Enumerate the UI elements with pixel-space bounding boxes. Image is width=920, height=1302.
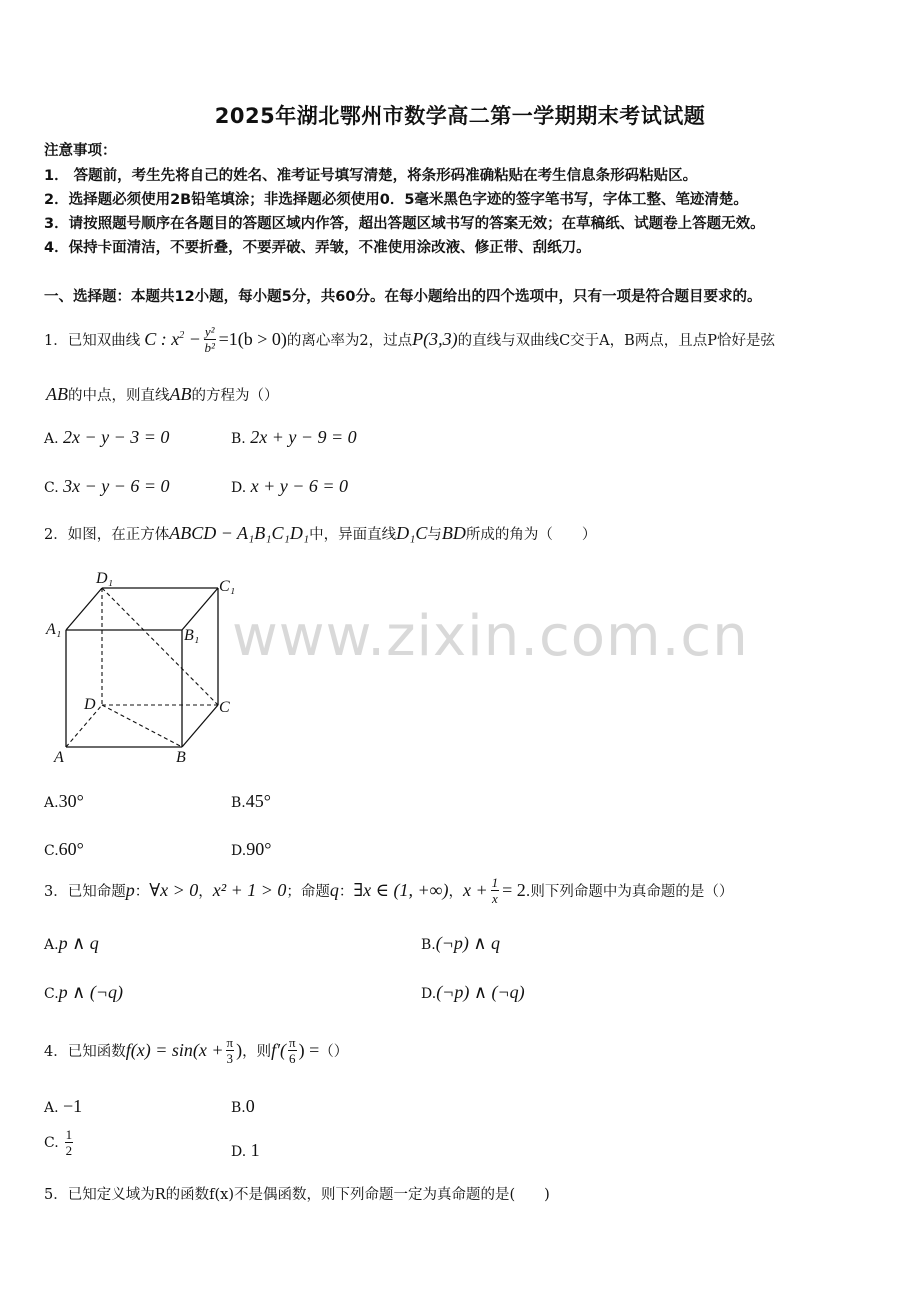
q3-colon: ： [134, 884, 150, 900]
q3-end: .则下列命题中为真命题的是（） [525, 884, 734, 900]
q1-option-b[interactable]: B. 2x + y − 9 = 0 [231, 427, 357, 447]
q4-option-a[interactable]: A. −1 [44, 1096, 83, 1116]
q3-comma: ， [198, 884, 213, 900]
q1-option-d[interactable]: D. x + y − 6 = 0 [231, 476, 349, 496]
q3-option-c[interactable]: C.p ∧ (¬q) [44, 982, 123, 1002]
notice-item: 3．请按照题号顺序在各题目的答题区域内作答，超出答题区域书写的答案无效；在草稿纸、试题卷上答题无效。 [44, 216, 765, 232]
q4-then: ，则 [242, 1044, 272, 1060]
q3-inequality: x² + 1 > 0 [212, 880, 287, 900]
label-a: A [54, 749, 64, 766]
q4-fprime: f′( [271, 1040, 287, 1060]
q3-comma2: ， [448, 884, 463, 900]
label-d: D [84, 696, 96, 713]
q1-option-c[interactable]: C. 3x − y − 6 = 0 [44, 476, 170, 496]
q4-pi-over-3: $\frac{\pi}{3}$ [226, 1035, 234, 1066]
question-5: 5．已知定义域为R的函数f(x)不是偶函数，则下列命题一定为真命题的是( ) [44, 1187, 550, 1203]
section-heading: 一、选择题：本题共12小题，每小题5分，共60分。在每小题给出的四个选项中，只有一项是符合题目要求的。 [44, 289, 762, 305]
cube-diagram [40, 566, 250, 766]
q4-number: 4．已知函数 [44, 1044, 126, 1060]
q2-option-c[interactable]: C.60° [44, 839, 84, 859]
q1-line2-end: 的方程为（） [191, 388, 279, 404]
q4-function: f(x) = sin(x + [125, 1040, 224, 1060]
label-d1: D₁ [96, 570, 114, 587]
page-title: 2025年湖北鄂州市数学高二第一学期期末考试试题 [214, 104, 706, 128]
q4-option-d[interactable]: D. 1 [231, 1140, 260, 1160]
q3-eq-left: x + [462, 880, 488, 900]
q1-text-a: 的离心率为2，过点 [286, 333, 413, 349]
diagonal-bd [102, 705, 182, 747]
label-b: B [176, 749, 186, 766]
q2-and: 与 [427, 527, 442, 543]
q2-number: 2．如图，在正方体 [44, 527, 170, 543]
question-2 [44, 523, 596, 544]
q3-semi: ；命题 [286, 884, 330, 900]
question-4 [44, 1036, 348, 1065]
question-3 [44, 876, 733, 905]
q2-option-a[interactable]: A.30° [44, 791, 84, 811]
q3-number: 3．已知命题 [44, 884, 126, 900]
q4-pi-over-6: $\frac{\pi}{6}$ [289, 1035, 296, 1066]
q3-option-d[interactable]: D.(¬p) ∧ (¬q) [421, 982, 525, 1002]
q1-point: P(3,3) [412, 329, 458, 349]
q4-end: （） [319, 1044, 349, 1060]
q1-ab: AB [46, 384, 68, 404]
q1-fraction: $\frac{\text{y²}}{\text{b²}}$ [204, 324, 215, 355]
q2-option-b[interactable]: B.45° [231, 791, 271, 811]
q4-close2: ) = [298, 1040, 320, 1060]
notice-item: 4．保持卡面清洁，不要折叠，不要弄破、弄皱，不准使用涂改液、修正带、刮纸刀。 [44, 240, 591, 256]
q4-close: ) [236, 1040, 243, 1060]
q2-line1: D₁C [396, 523, 428, 543]
q2-cube: ABCD − A₁B₁C₁D₁ [169, 523, 310, 543]
diagonal-d1c [102, 588, 218, 705]
label-c: C [219, 699, 230, 716]
q1-ab2: AB [169, 384, 192, 404]
q3-eq-right: = 2 [502, 880, 526, 900]
q3-exists: ∃x ∈ (1, +∞) [353, 880, 449, 900]
edge-bc [182, 705, 218, 747]
q1-number: 1．已知双曲线 [44, 333, 141, 349]
q3-option-b[interactable]: B.(¬p) ∧ q [421, 933, 501, 953]
q3-q: q [329, 880, 339, 900]
notice-item: 1． 答题前，考生先将自己的姓名、准考证号填写清楚，将条形码准确粘贴在考生信息条形码粘贴区。 [44, 168, 698, 184]
edge-b1c1 [182, 588, 218, 630]
q3-p: p [125, 880, 135, 900]
q4-option-c[interactable]: C. $\frac{1}{2}$ [44, 1127, 73, 1158]
question-1-line2 [46, 384, 279, 405]
q2-mid: 中，异面直线 [309, 527, 397, 543]
question-1 [44, 325, 775, 354]
label-b1: B₁ [184, 627, 200, 644]
q4-option-b[interactable]: B.0 [231, 1096, 255, 1116]
q2-option-d[interactable]: D.90° [231, 839, 272, 859]
notice-heading: 注意事项： [44, 143, 117, 159]
watermark: www.zixin.com.cn [232, 604, 749, 669]
q1-option-a[interactable]: A. 2x − y − 3 = 0 [44, 427, 170, 447]
q2-line2: BD [441, 523, 466, 543]
q1-text-b: 的直线与双曲线C交于A，B两点，且点P恰好是弦 [457, 333, 776, 349]
notice-item: 2．选择题必须使用2B铅笔填涂；非选择题必须使用0．5毫米黑色字迹的签字笔书写，字体工整、笔迹清楚。 [44, 192, 748, 208]
q3-forall: ∀x > 0 [149, 880, 199, 900]
q2-end: 所成的角为（ ） [465, 527, 597, 543]
edge-a1d1 [66, 588, 102, 630]
q1-formula-left: C : $x^2$ − [144, 329, 201, 349]
label-a1: A₁ [46, 621, 62, 638]
label-c1: C₁ [219, 578, 236, 595]
q3-fraction: $\frac{1}{x}$ [491, 875, 499, 906]
q1-line2-text: 的中点，则直线 [68, 388, 170, 404]
q3-colon2: ： [338, 884, 354, 900]
q1-formula-mid: =1(b > 0) [218, 329, 287, 349]
q3-option-a[interactable]: A.p ∧ q [44, 933, 99, 953]
